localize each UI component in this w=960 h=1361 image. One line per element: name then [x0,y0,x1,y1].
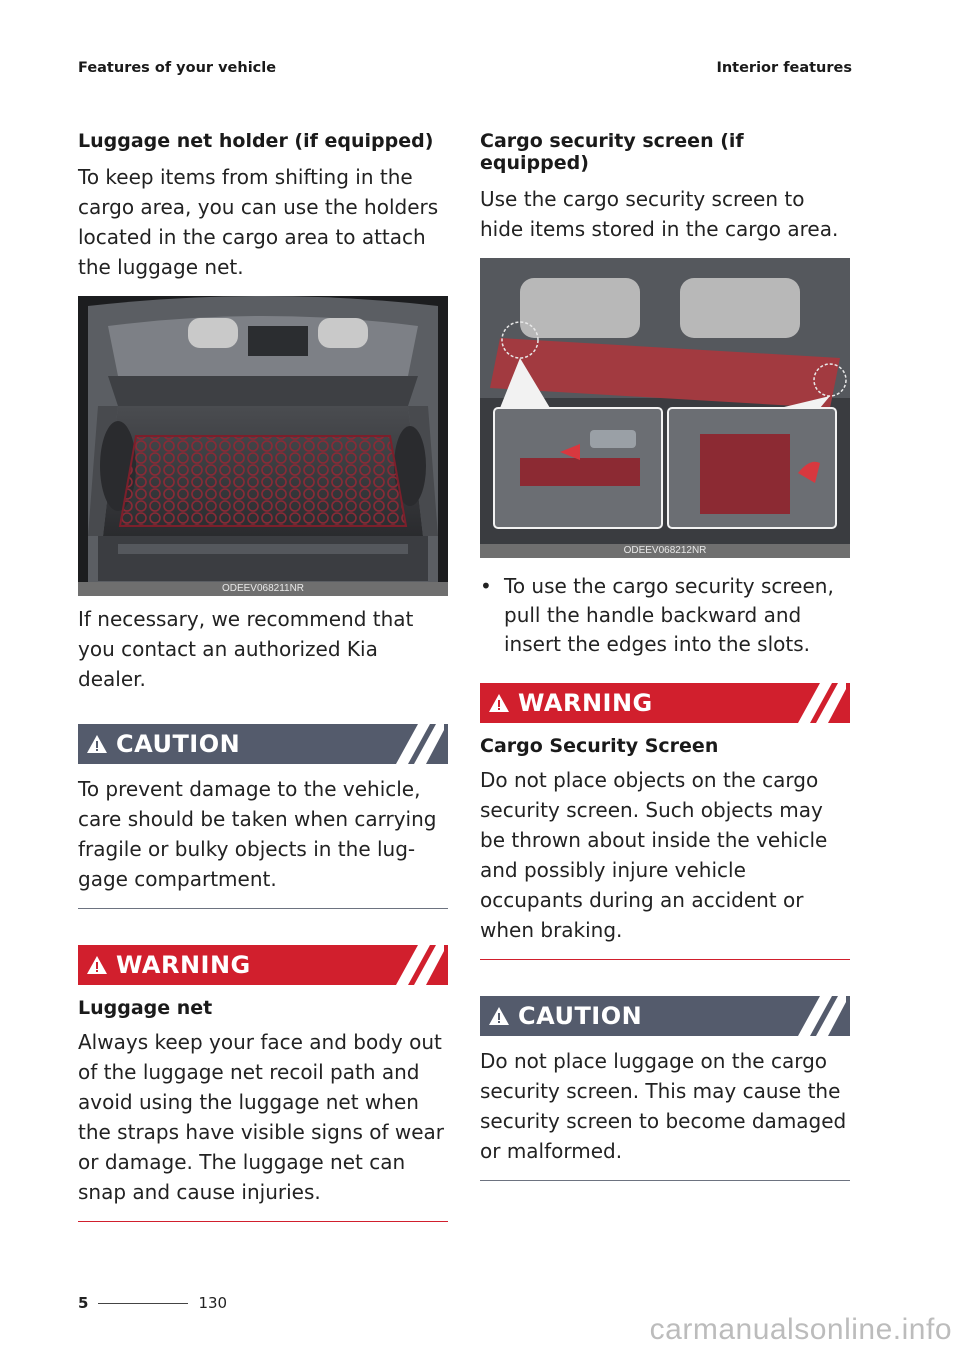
warning-text: Do not place objects on the cargo security screen. Such objects may be thrown about inside the vehicle and possibly injure vehicle occupants during an accident or when braking. [480,768,828,942]
cargo-screen-intro: Use the cargo security screen to hide items stored in the cargo area. [480,187,839,241]
warning-triangle-icon [488,692,510,714]
warning-subhead: Cargo Security Screen [480,735,719,757]
luggage-net-photo-code: ODEEV068211NR [78,582,448,596]
bullet-text: To use the cargo security screen, pull the handle backward and insert the edges into the slots. [504,574,834,656]
luggage-net-photo [78,296,448,596]
caution-label: CAUTION [518,1002,643,1030]
warning-banner [480,683,850,723]
page-footer [78,1294,227,1312]
footer-rule [98,1303,188,1304]
warning-label: WARNING [518,689,653,717]
running-header-chapter: Interior features [716,60,852,76]
caution-divider [480,1180,850,1181]
warning-text: Always keep your face and body out of the luggage net recoil path and avoid using the luggage net when the straps have visible signs of wear or damage. The luggage net can snap and cause injuries. [78,1030,445,1204]
page-number: 130 [198,1294,228,1312]
caution-text: To prevent damage to the vehicle, care should be taken when carrying fragile or bulky objects in the lug-gage compartment. [78,777,437,891]
caution-text: Do not place luggage on the cargo security screen. This may cause the security screen to become damaged or malformed. [480,1049,847,1163]
cargo-screen-photo [480,258,850,558]
cargo-screen-instruction [480,572,850,659]
left-column [78,130,448,1222]
warning-triangle-icon [86,733,108,755]
warning-subhead: Luggage net [78,997,213,1019]
watermark: carmanualsonline.info [649,1313,952,1346]
stripe-decoration-icon [384,724,444,764]
section-number: 5 [78,1294,89,1312]
stripe-decoration-icon [384,945,444,985]
warning-banner [78,945,448,985]
caution-banner [480,996,850,1036]
running-header-section: Features of your vehicle [78,60,277,76]
warning-triangle-icon [86,954,108,976]
stripe-decoration-icon [786,683,846,723]
caution-divider [78,908,448,909]
bullet-dot-icon: • [480,574,492,598]
cargo-screen-illustration [480,258,850,558]
stripe-decoration-icon [786,996,846,1036]
warning-label: WARNING [116,951,251,979]
cargo-screen-photo-code: ODEEV068212NR [480,544,850,558]
warning-divider [480,959,850,960]
right-column [480,130,850,1181]
luggage-net-heading: Luggage net holder (if equipped) [78,130,434,152]
caution-banner [78,724,448,764]
cargo-screen-heading: Cargo security screen (if equipped) [480,130,744,174]
warning-divider [78,1221,448,1222]
dealer-advice: If necessary, we recommend that you contact an authorized Kia dealer. [78,607,414,691]
cargo-area-illustration [78,296,448,596]
warning-triangle-icon [488,1005,510,1027]
caution-label: CAUTION [116,730,241,758]
luggage-net-intro: To keep items from shifting in the cargo area, you can use the holders located in the cargo area to attach the luggage net. [78,165,439,279]
